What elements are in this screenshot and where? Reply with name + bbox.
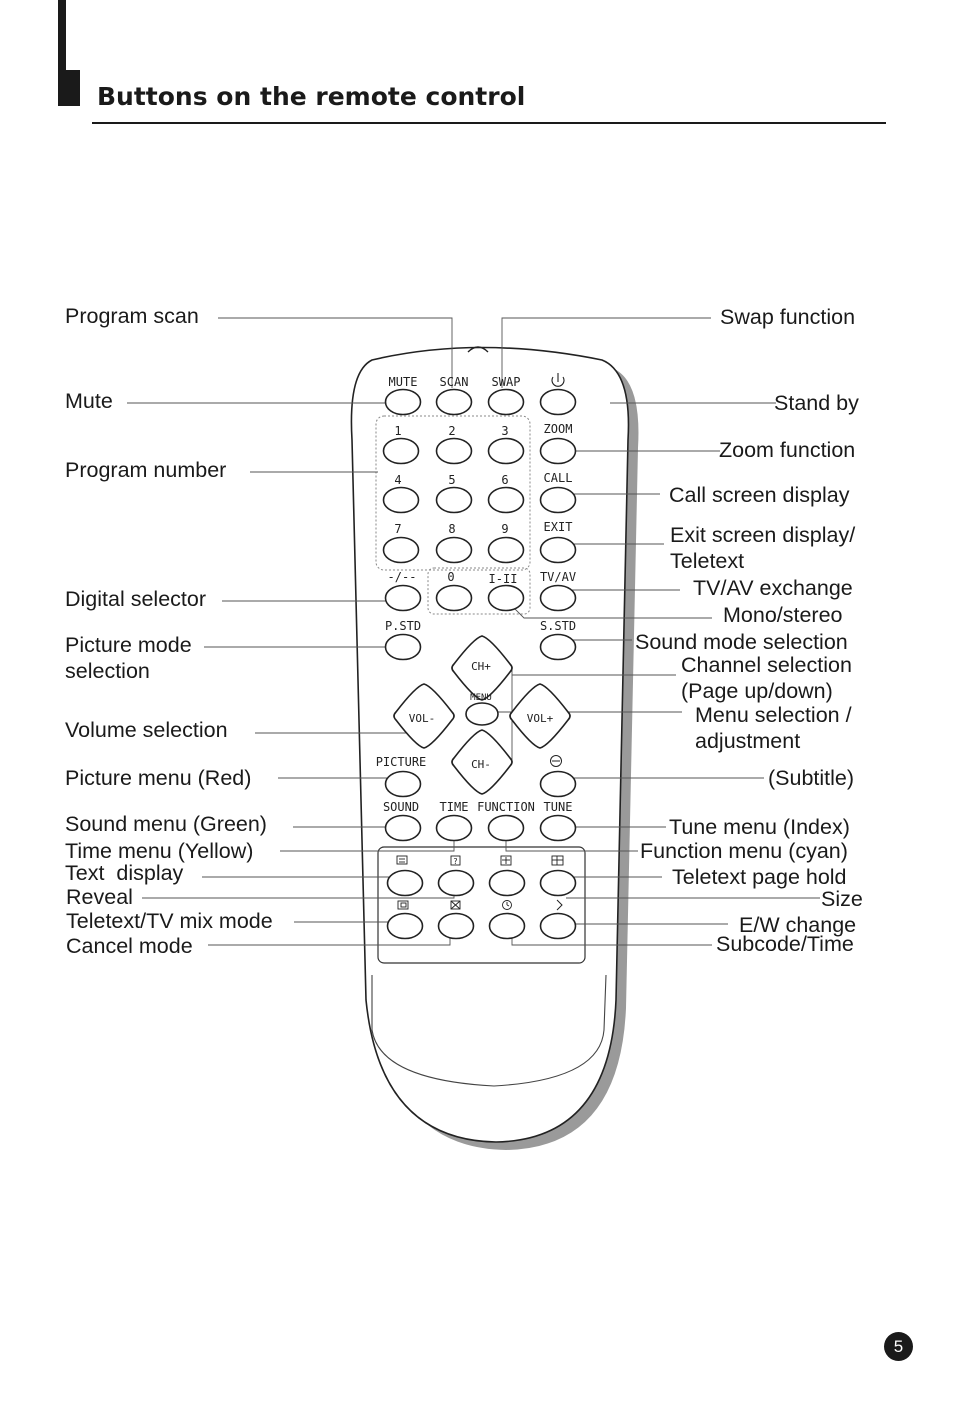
call-button-label: CALL [543, 471, 573, 485]
function-button-label: FUNCTION [477, 800, 535, 814]
tune-button-label: TUNE [543, 800, 573, 814]
picture-button[interactable] [386, 772, 421, 797]
p-std-button[interactable] [386, 635, 421, 660]
key-4-label: 4 [394, 473, 402, 487]
label-time-menu: Time menu (Yellow) [65, 839, 254, 863]
zoom-button-label: ZOOM [543, 422, 573, 436]
key-1-label: 1 [394, 424, 402, 438]
key-7-label: 7 [394, 522, 402, 536]
tv-av-button[interactable] [541, 586, 576, 611]
p-std-label: P.STD [384, 619, 422, 633]
label-program-scan: Program scan [65, 304, 199, 328]
menu-button-label: MENU [470, 693, 492, 703]
label-menu-selection: Menu selection / adjustment [695, 703, 852, 753]
key-5-label: 5 [448, 473, 456, 487]
label-stand-by: Stand by [774, 391, 859, 415]
ew-button[interactable] [541, 914, 576, 939]
key-9[interactable] [489, 538, 524, 563]
label-text-display: Text display [65, 861, 184, 885]
label-size: Size [821, 887, 863, 911]
label-teletext-mix: Teletext/TV mix mode [66, 909, 273, 933]
key-6-label: 6 [501, 473, 509, 487]
digit-key[interactable] [386, 586, 421, 611]
reveal-icon-glyph: ? [453, 857, 458, 866]
label-function-menu: Function menu (cyan) [640, 839, 848, 863]
label-channel-selection: Channel selection (Page up/down) [681, 653, 852, 703]
key-3-label: 3 [501, 424, 509, 438]
reveal-button[interactable] [439, 871, 474, 896]
size-button[interactable] [541, 871, 576, 896]
label-ew-change: E/W change [739, 913, 857, 937]
key-2[interactable] [437, 439, 472, 464]
mix-button[interactable] [388, 914, 423, 939]
label-volume-selection: Volume selection [65, 718, 228, 742]
label-program-number: Program number [65, 458, 227, 482]
key-3[interactable] [489, 439, 524, 464]
hold-button[interactable] [490, 871, 525, 896]
key-0[interactable] [437, 586, 472, 611]
label-sound-menu: Sound menu (Green) [65, 812, 267, 836]
label-digital-selector: Digital selector [65, 587, 206, 611]
mute-button-label: MUTE [388, 375, 418, 389]
standby-button[interactable] [541, 390, 576, 415]
s-std-button[interactable] [541, 635, 576, 660]
key-0-label: 0 [447, 570, 455, 584]
key-2-label: 2 [448, 424, 456, 438]
time-button-label: TIME [439, 800, 469, 814]
sound-button[interactable] [386, 816, 421, 841]
label-tv-av: TV/AV exchange [693, 576, 853, 600]
label-picture-menu: Picture menu (Red) [65, 766, 252, 790]
scan-button-label: SCAN [439, 375, 469, 389]
mute-button[interactable] [386, 390, 421, 415]
key-1[interactable] [384, 439, 419, 464]
vol-up-label: VOL+ [526, 712, 554, 725]
exit-button[interactable] [541, 538, 576, 563]
ch-up-label: CH+ [471, 660, 491, 673]
menu-button[interactable] [466, 703, 498, 725]
label-subcode-time: Subcode/Time [716, 932, 854, 956]
label-swap-function: Swap function [720, 305, 856, 329]
ch-down-label: CH- [471, 758, 491, 771]
key-6[interactable] [489, 488, 524, 513]
call-button[interactable] [541, 488, 576, 513]
swap-button-label: SWAP [491, 375, 521, 389]
label-mono-stereo: Mono/stereo [723, 603, 843, 627]
key-5[interactable] [437, 488, 472, 513]
label-zoom-function: Zoom function [719, 438, 856, 462]
label-picture-mode: Picture mode selection [65, 633, 192, 683]
tune-button[interactable] [541, 816, 576, 841]
label-cancel-mode: Cancel mode [66, 934, 193, 958]
label-exit-screen: Exit screen display/ Teletext [670, 523, 856, 573]
time-button[interactable] [437, 816, 472, 841]
digit-key-label: -/-- [387, 570, 417, 584]
key-9-label: 9 [501, 522, 509, 536]
tv-av-button-label: TV/AV [539, 570, 577, 584]
key-8-label: 8 [448, 522, 456, 536]
subcode-button[interactable] [490, 914, 525, 939]
swap-button[interactable] [489, 390, 524, 415]
mono-key-label: I-II [488, 572, 518, 586]
key-4[interactable] [384, 488, 419, 513]
s-std-label: S.STD [539, 619, 577, 633]
function-button[interactable] [489, 816, 524, 841]
key-7[interactable] [384, 538, 419, 563]
mono-button[interactable] [489, 586, 524, 611]
cancel-button[interactable] [439, 914, 474, 939]
label-subtitle: (Subtitle) [768, 766, 855, 790]
page-number: 5 [884, 1332, 913, 1361]
zoom-button[interactable] [541, 439, 576, 464]
label-mute: Mute [65, 389, 113, 413]
scan-button[interactable] [437, 390, 472, 415]
label-reveal: Reveal [66, 885, 133, 909]
label-call-screen: Call screen display [669, 483, 850, 507]
label-teletext-hold: Teletext page hold [672, 865, 847, 889]
exit-button-label: EXIT [543, 520, 573, 534]
key-8[interactable] [437, 538, 472, 563]
label-sound-mode: Sound mode selection [635, 630, 848, 654]
label-tune-menu: Tune menu (Index) [669, 815, 850, 839]
subtitle-button[interactable] [541, 772, 576, 797]
page-title: Buttons on the remote control [97, 82, 526, 111]
sound-button-label: SOUND [382, 800, 420, 814]
vol-down-label: VOL- [408, 712, 436, 725]
picture-button-label: PICTURE [375, 755, 427, 769]
text-button[interactable] [388, 871, 423, 896]
